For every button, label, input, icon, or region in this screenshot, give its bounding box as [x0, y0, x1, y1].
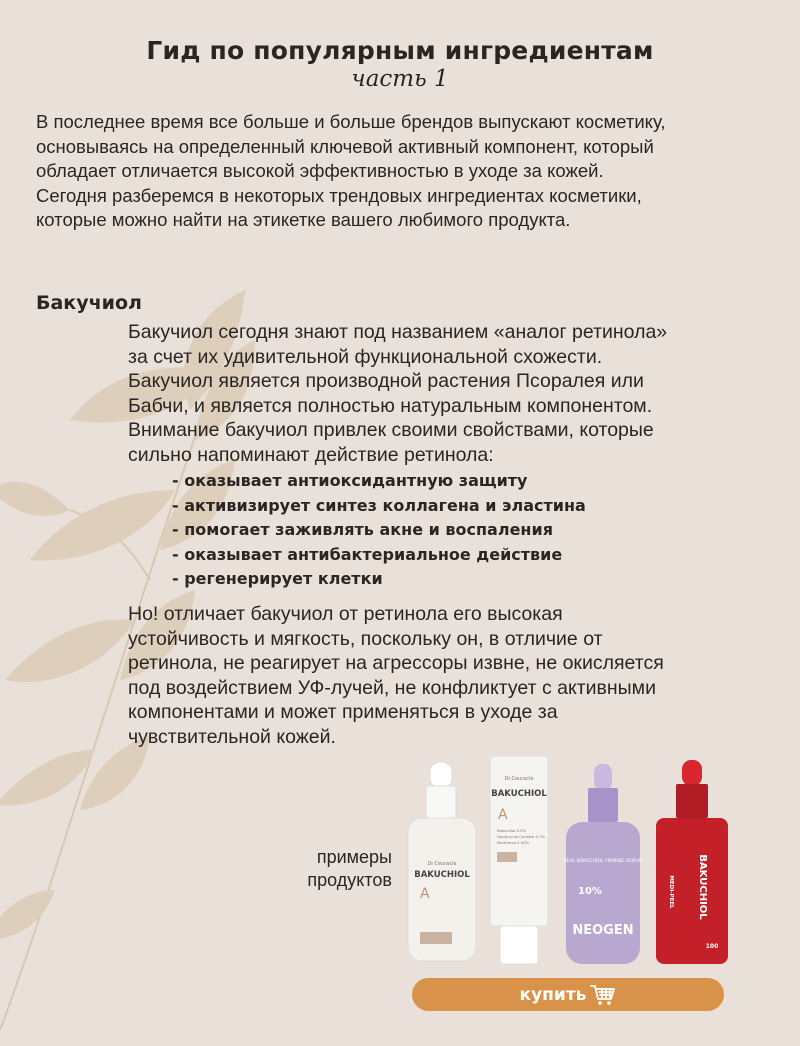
page-title: Гид по популярным ингредиентам: [146, 36, 654, 65]
paragraph-line: Внимание бакучиол привлек своими свойствами, которые: [128, 419, 654, 441]
intro-line: обладает отличается высокой эффективностью в уходе за кожей.: [36, 160, 604, 181]
product-2-detail: Houttuynia Cordata 0.7%: [497, 834, 546, 839]
product-1-letter: A: [420, 886, 430, 902]
cart-icon: [590, 984, 616, 1006]
product-2-detail: Bakuchiol 0.5%: [497, 828, 527, 833]
page-subtitle: часть 1: [351, 66, 449, 92]
bakuchiol-description: [128, 320, 768, 467]
benefits-list: [172, 469, 586, 592]
benefit-item: - оказывает антибактериальное действие: [172, 544, 563, 564]
paragraph-line: сильно напоминают действие ретинола:: [128, 443, 494, 466]
product-2-detail: Panthenol 2.00%: [497, 840, 530, 845]
intro-line: основываясь на определенный ключевой активный компонент, который: [36, 135, 654, 157]
paragraph-line: Но! отличает бакучиол от ретинола его высокая: [128, 603, 563, 625]
product-4-name: BAKUCHIOL: [697, 854, 708, 920]
benefit-item: - регенерирует клетки: [172, 569, 383, 588]
product-4-brand: MEDI-PEEL: [668, 875, 674, 909]
product-2-name: BAKUCHIOL: [491, 789, 547, 799]
buy-button[interactable]: [412, 978, 724, 1011]
bakuchiol-difference: [128, 602, 768, 749]
product-3-percent: 10%: [578, 886, 602, 897]
paragraph-line: за счет их удивительной функциональной схожести.: [128, 345, 603, 368]
buy-button-label: купить: [519, 984, 587, 1005]
section-title: Бакучиол: [36, 292, 142, 314]
paragraph-line: чувствительной кожей.: [128, 725, 336, 748]
paragraph-line: Бабчи, и является полностью натуральным компонентом.: [128, 394, 653, 417]
product-neogen-serum: [564, 764, 643, 964]
caption-line: примеры: [316, 847, 392, 867]
benefit-item: - оказывает антиоксидантную защиту: [172, 471, 528, 490]
product-3-brand: NEOGEN: [572, 923, 634, 938]
paragraph-line: Бакучиол сегодня знают под названием «аналог ретинола»: [128, 321, 668, 343]
paragraph-line: Бакучиол является производной растения Псоралея или: [128, 370, 644, 392]
paragraph-line: ретинола, не реагирует на агрессоры извне, не окисляется: [128, 652, 664, 674]
paragraph-line: под воздействием УФ-лучей, не конфликтует с активными: [128, 676, 656, 699]
caption-line: продуктов: [307, 870, 392, 890]
intro-line: которые можно найти на этикетке вашего любимого продукта.: [36, 209, 571, 230]
product-dr-ceuracle-serum: [408, 762, 476, 961]
product-images: [400, 752, 790, 977]
intro-line: Сегодня разберемся в некоторых трендовых ингредиентах косметики,: [36, 184, 642, 206]
paragraph-line: устойчивость и мягкость, поскольку он, в отличие от: [128, 627, 603, 650]
product-1-name: BAKUCHIOL: [414, 870, 470, 880]
intro-line: В последнее время все больше и больше брендов выпускают косметику,: [36, 111, 666, 132]
intro-text: [36, 110, 776, 233]
products-caption: [282, 846, 392, 892]
benefit-item: - активизирует синтез коллагена и эластина: [172, 495, 586, 515]
product-3-name: REAL BAKUCHIOL FIRMING SERUM: [563, 859, 643, 864]
product-medi-peel-ampoule: [656, 760, 728, 964]
benefit-item: - помогает заживлять акне и воспаления: [172, 520, 553, 539]
paragraph-line: компонентами и может применяться в уходе за: [128, 701, 558, 723]
product-2-brand: Dr.Ceuracle: [504, 776, 534, 782]
product-4-number: 100: [705, 943, 719, 950]
product-dr-ceuracle-cream: [490, 756, 548, 964]
product-1-brand: Dr.Ceuracle: [427, 861, 457, 867]
product-2-letter: A: [498, 807, 508, 823]
